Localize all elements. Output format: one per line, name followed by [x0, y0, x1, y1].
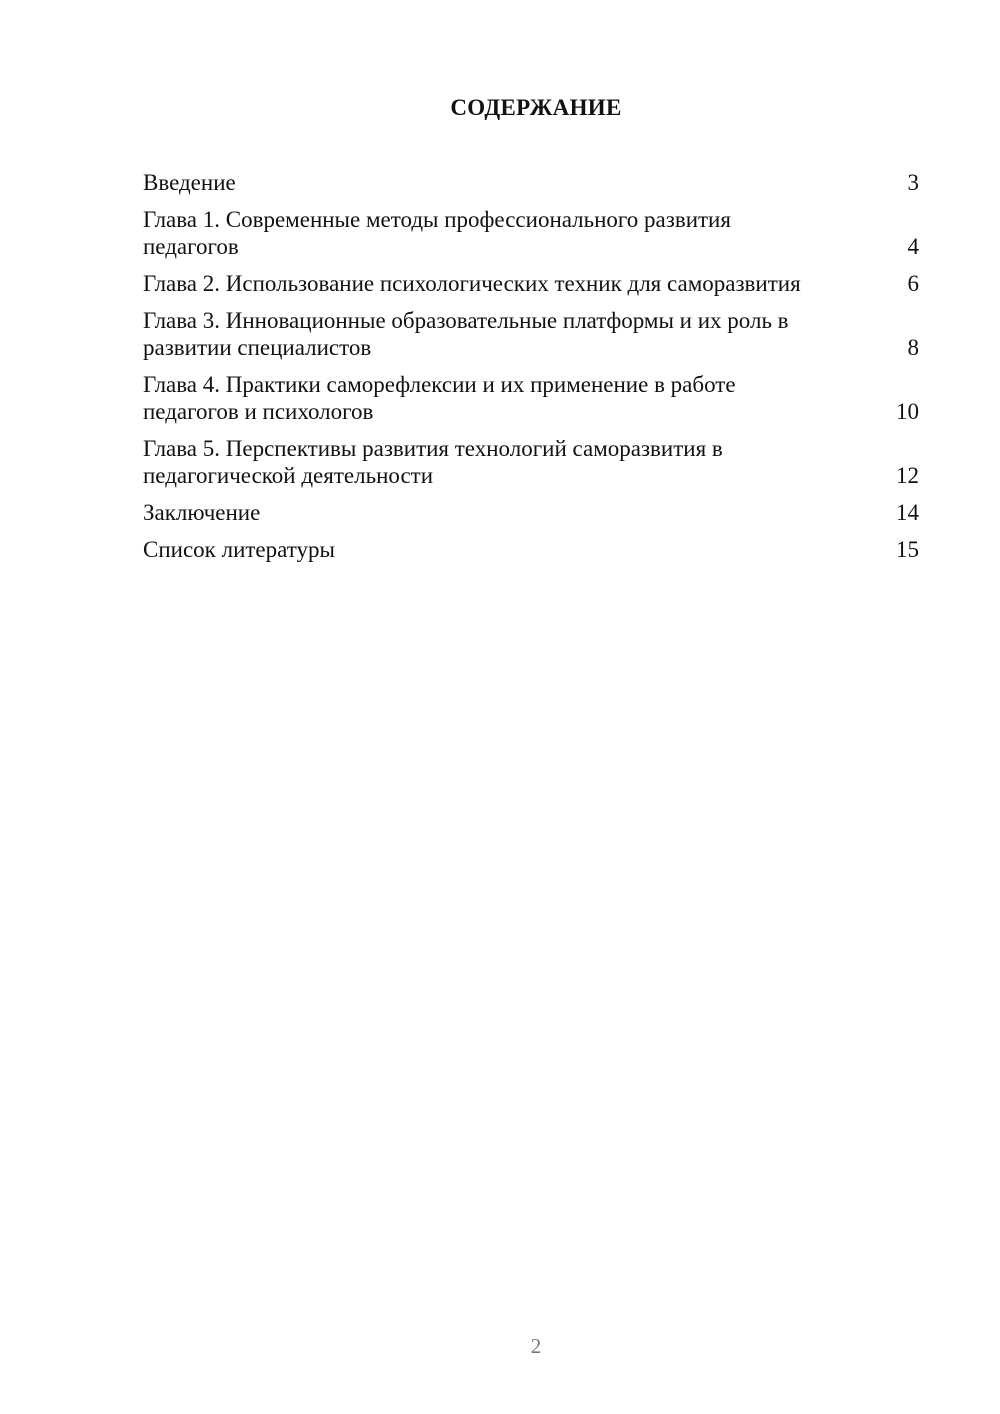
toc-entry-title: Глава 2. Использование психологических техник для саморазвития — [143, 271, 801, 296]
toc-entry-chapter-3 — [143, 307, 919, 361]
toc-entry-conclusion — [143, 499, 919, 526]
toc-entry-page: 12 — [896, 463, 919, 488]
table-of-contents — [143, 169, 919, 573]
toc-entry-chapter-4 — [143, 371, 919, 425]
toc-entry-page: 10 — [896, 399, 919, 424]
toc-entry-title: Глава 4. Практики саморефлексии и их применение в работе педагогов и психологов — [143, 372, 736, 424]
toc-entry-chapter-5 — [143, 435, 919, 489]
toc-entry-chapter-2 — [143, 270, 919, 297]
toc-entry-page: 3 — [907, 170, 919, 195]
toc-entry-page: 8 — [907, 335, 919, 360]
toc-entry-title: Список литературы — [143, 537, 335, 562]
toc-entry-page: 6 — [907, 271, 919, 296]
toc-entry-title: Введение — [143, 170, 236, 195]
toc-entry-page: 15 — [896, 537, 919, 562]
toc-entry-page: 14 — [896, 500, 919, 525]
toc-entry-references — [143, 536, 919, 563]
page-title: СОДЕРЖАНИЕ — [450, 95, 622, 120]
toc-entry-chapter-1 — [143, 206, 919, 260]
toc-entry-title: Глава 1. Современные методы профессионального развития педагогов — [143, 207, 731, 259]
page-number: 2 — [530, 1334, 542, 1358]
toc-entry-title: Глава 5. Перспективы развития технологий саморазвития в педагогической деятельности — [143, 436, 723, 488]
toc-entry-introduction — [143, 169, 919, 196]
toc-entry-page: 4 — [907, 234, 919, 259]
toc-entry-title: Заключение — [143, 500, 261, 525]
toc-entry-title: Глава 3. Инновационные образовательные платформы и их роль в развитии специалистов — [143, 308, 789, 360]
